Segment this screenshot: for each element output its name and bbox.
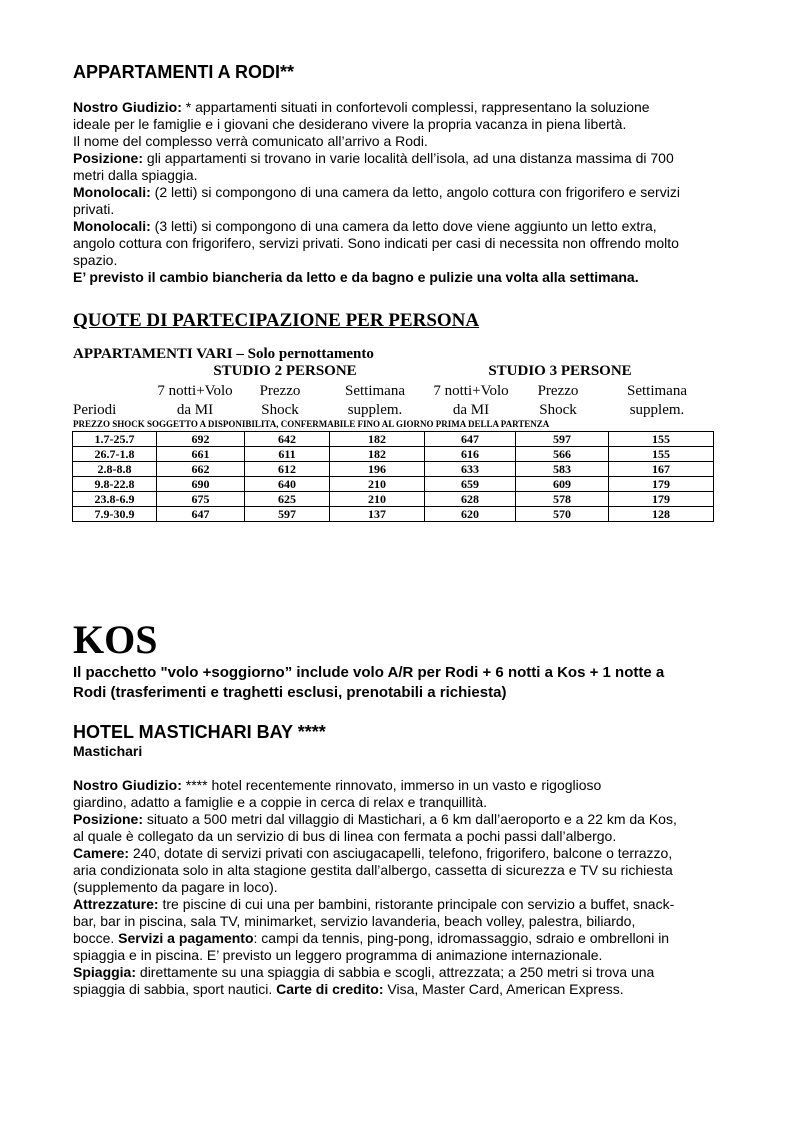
carte-credito-label: Carte di credito: (276, 981, 384, 997)
giudizio-label: Nostro Giudizio: (73, 777, 182, 793)
price-cell: 182 (330, 432, 425, 447)
price-cell: 179 (609, 477, 714, 492)
price-cell: 661 (157, 447, 245, 462)
kos-title: KOS (73, 617, 158, 662)
studio-3-header: STUDIO 3 PERSONE (488, 363, 632, 379)
price-table (72, 431, 714, 522)
spiaggia-label: Spiaggia: (73, 964, 137, 980)
posizione-text: situato a 500 metri dal villaggio di Mastichari, a 6 km dall’aeroporto e a 22 km da Kos, (143, 811, 677, 827)
giudizio-text: Il nome del complesso verrà comunicato all’arrivo a Rodi. (73, 133, 428, 149)
price-cell: 620 (425, 507, 516, 522)
price-cell: 628 (425, 492, 516, 507)
table-row (73, 462, 714, 477)
price-cell: 662 (157, 462, 245, 477)
col-prezzo-subheader: Shock (539, 402, 577, 418)
table-row (73, 447, 714, 462)
posizione-text: al quale è collegato da un servizio di bus di linea con fermata a pochi passi dall’albergo. (73, 828, 617, 844)
quote-title: QUOTE DI PARTECIPAZIONE PER PERSONA (73, 310, 480, 331)
price-cell: 690 (157, 477, 245, 492)
col-settimana-subheader: supplem. (629, 402, 685, 418)
posizione-text: gli appartamenti si trovano in varie località dell’isola, ad una distanza massima di 700 (143, 150, 674, 166)
col-prezzo-subheader: Shock (261, 402, 299, 418)
giudizio-text: **** hotel recentemente rinnovato, immerso in un vasto e rigoglioso (181, 777, 602, 793)
col-volo-header: 7 notti+Volo (157, 383, 233, 399)
hotel-title: HOTEL MASTICHARI BAY **** (73, 722, 326, 742)
monolocali-2-label: Monolocali: (73, 184, 151, 200)
period-cell: 2.8-8.8 (73, 462, 157, 477)
price-cell: 659 (425, 477, 516, 492)
price-cell: 570 (516, 507, 609, 522)
price-cell: 578 (516, 492, 609, 507)
servizi-pagamento-text: : campi da tennis, ping-pong, idromassaggio, sdraio e ombrelloni in (253, 930, 670, 946)
giudizio-text: * appartamenti situati in confortevoli complessi, rappresentano la soluzione (181, 99, 650, 115)
monolocali-3-text: angolo cottura con frigorifero, servizi privati. Sono indicati per casi di necessita non offrendo molto (73, 235, 679, 251)
cambio-biancheria-note: E’ previsto il cambio biancheria da letto e da bagno e pulizie una volta alla settimana. (73, 269, 639, 285)
posizione-label: Posizione: (73, 150, 144, 166)
attrezzature-text: bocce. (73, 930, 119, 946)
price-cell: 597 (245, 507, 330, 522)
price-cell: 647 (425, 432, 516, 447)
posizione-text: metri dalla spiaggia. (73, 167, 198, 183)
price-cell: 625 (245, 492, 330, 507)
camere-text: 240, dotate di servizi privati con asciugacapelli, telefono, frigorifero, balcone o terrazzo, (129, 845, 673, 861)
price-cell: 128 (609, 507, 714, 522)
period-cell: 7.9-30.9 (73, 507, 157, 522)
col-settimana-header: Settimana (345, 383, 405, 399)
servizi-pagamento-label: Servizi a pagamento (118, 930, 254, 946)
price-cell: 210 (330, 492, 425, 507)
col-settimana-subheader: supplem. (347, 402, 403, 418)
appartamenti-description (73, 99, 723, 286)
table-row (73, 432, 714, 447)
price-cell: 633 (425, 462, 516, 477)
spiaggia-text: direttamente su una spiaggia di sabbia e scogli, attrezzata; a 250 metri si trova una (136, 964, 655, 980)
period-cell: 9.8-22.8 (73, 477, 157, 492)
col-settimana-header: Settimana (627, 383, 687, 399)
price-cell: 612 (245, 462, 330, 477)
attrezzature-text: spiaggia e in piscina. E’ previsto un leggero programma di animazione internazionale. (73, 947, 603, 963)
col-prezzo-header: Prezzo (259, 383, 301, 399)
camere-text: aria condizionata solo in alta stagione gestita dall’albergo, cassetta di sicurezza e TV su richiesta (73, 862, 673, 878)
price-cell: 210 (330, 477, 425, 492)
period-cell: 1.7-25.7 (73, 432, 157, 447)
price-cell: 167 (609, 462, 714, 477)
price-cell: 692 (157, 432, 245, 447)
table-row (73, 492, 714, 507)
quote-subtitle: APPARTAMENTI VARI – Solo pernottamento (73, 346, 374, 362)
price-cell: 196 (330, 462, 425, 477)
col-prezzo-header: Prezzo (537, 383, 579, 399)
col-volo-subheader: da MI (176, 402, 214, 418)
monolocali-3-text: (3 letti) si compongono di una camera da letto dove viene aggiunto un letto extra, (150, 218, 657, 234)
table-row (73, 507, 714, 522)
table-row (73, 477, 714, 492)
hotel-paragraph (73, 777, 723, 998)
monolocali-3-label: Monolocali: (73, 218, 151, 234)
giudizio-paragraph (73, 99, 723, 286)
period-cell: 23.8-6.9 (73, 492, 157, 507)
attrezzature-text: bar, bar in piscina, sala TV, minimarket, servizio lavanderia, beach volley, palestra, biliardo, (73, 913, 636, 929)
monolocali-3-text: spazio. (73, 252, 118, 268)
price-cell: 616 (425, 447, 516, 462)
price-cell: 640 (245, 477, 330, 492)
price-cell: 155 (609, 447, 714, 462)
giudizio-text: ideale per le famiglie e i giovani che desiderano vivere la propria vacanza in piena libertà. (73, 116, 627, 132)
hotel-description (73, 777, 723, 998)
giudizio-text: giardino, adatto a famiglie e a coppie in cerca di relax e tranquillità. (73, 794, 488, 810)
col-periodi-header: Periodi (73, 402, 117, 418)
price-cell: 179 (609, 492, 714, 507)
section-title-appartamenti: APPARTAMENTI A RODI** (73, 62, 295, 82)
price-cell: 566 (516, 447, 609, 462)
spiaggia-text: spiaggia di sabbia, sport nautici. (73, 981, 277, 997)
monolocali-2-text: (2 letti) si compongono di una camera da letto, angolo cottura con frigorifero e servizi (150, 184, 680, 200)
col-volo-subheader: da MI (452, 402, 490, 418)
kos-package-description (73, 663, 723, 703)
price-cell: 583 (516, 462, 609, 477)
price-cell: 137 (330, 507, 425, 522)
col-volo-header: 7 notti+Volo (433, 383, 509, 399)
price-cell: 597 (516, 432, 609, 447)
monolocali-2-text: privati. (73, 201, 115, 217)
giudizio-label: Nostro Giudizio: (73, 99, 182, 115)
price-cell: 155 (609, 432, 714, 447)
price-cell: 675 (157, 492, 245, 507)
price-cell: 182 (330, 447, 425, 462)
camere-label: Camere: (73, 845, 130, 861)
package-text: Il pacchetto "volo +soggiorno” include volo A/R per Rodi + 6 notti a Kos + 1 notte a (73, 664, 665, 681)
hotel-location: Mastichari (73, 743, 143, 759)
price-cell: 642 (245, 432, 330, 447)
attrezzature-text: tre piscine di cui una per bambini, ristorante principale con servizio a buffet, snack- (158, 896, 675, 912)
price-cell: 611 (245, 447, 330, 462)
period-cell: 26.7-1.8 (73, 447, 157, 462)
carte-credito-text: Visa, Master Card, American Express. (383, 981, 624, 997)
prezzo-shock-note: PREZZO SHOCK SOGGETTO A DISPONIBILITA, CONFERMABILE FINO AL GIORNO PRIMA DELLA PARTENZA (73, 419, 550, 429)
price-cell: 647 (157, 507, 245, 522)
studio-2-header: STUDIO 2 PERSONE (213, 363, 357, 379)
attrezzature-label: Attrezzature: (73, 896, 159, 912)
price-cell: 609 (516, 477, 609, 492)
package-text: Rodi (trasferimenti e traghetti esclusi, prenotabili a richiesta) (73, 684, 507, 701)
camere-text: (supplemento da pagare in loco). (73, 879, 278, 895)
posizione-label: Posizione: (73, 811, 144, 827)
